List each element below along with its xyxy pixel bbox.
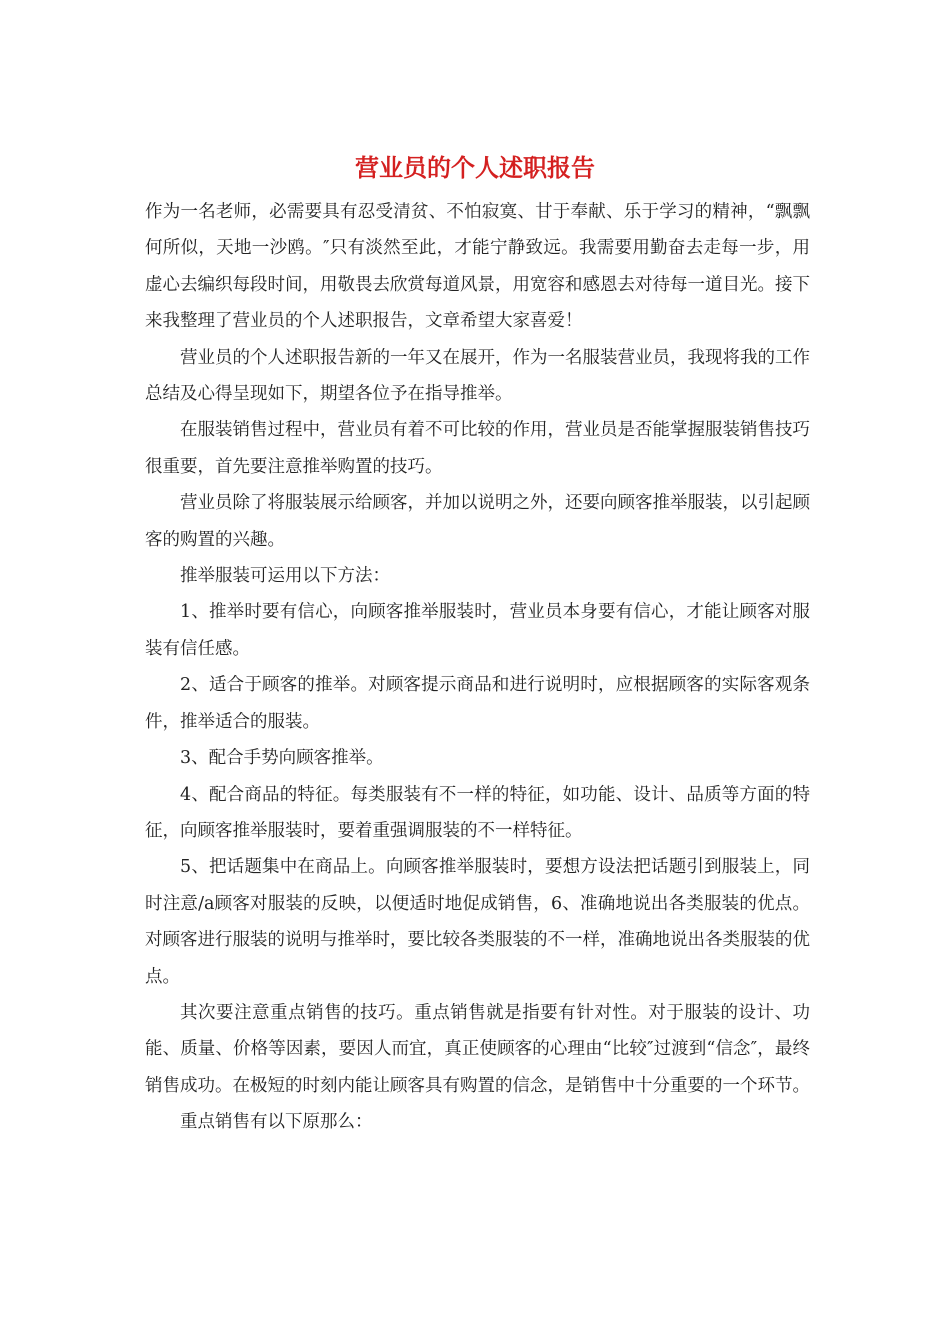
body-paragraph: 推举服装可运用以下方法： (180, 566, 390, 587)
list-paragraph: 4、配合商品的特征。每类服装有不一样的特征，如功能、设计、品质等方面的特征，向顾客推举服装时，要着重强调服装的不一样特征。 (145, 784, 810, 841)
body-paragraph: 重点销售有以下原那么： (180, 1112, 373, 1133)
body-paragraph: 在服装销售过程中，营业员有着不可比较的作用，营业员是否能掌握服装销售技巧很重要，首先要注意推举购置的技巧。 (145, 420, 810, 477)
document-body (145, 194, 810, 1141)
list-paragraph: 2、适合于顾客的推举。对顾客提示商品和进行说明时，应根据顾客的实际客观条件，推举适合的服装。 (145, 675, 810, 732)
list-paragraph: 3、配合手势向顾客推举。 (180, 748, 384, 769)
body-paragraph: 其次要注意重点销售的技巧。重点销售就是指要有针对性。对于服装的设计、功能、质量、价格等因素，要因人而宜，真正使顾客的心理由“比较″过渡到“信念″，最终销售成功。在极短的时刻内能让顾客具有购置的信念，是销售中十分重要的一个环节。 (145, 1002, 810, 1096)
list-paragraph: 1、推举时要有信心，向顾客推举服装时，营业员本身要有信心，才能让顾客对服装有信任感。 (145, 602, 810, 659)
body-paragraph: 营业员的个人述职报告新的一年又在展开，作为一名服装营业员，我现将我的工作总结及心得呈现如下，期望各位予在指导推举。 (145, 347, 810, 405)
list-paragraph: 5、把话题集中在商品上。向顾客推举服装时，要想方设法把话题引到服装上，同时注意/a顾客对服装的反映，以便适时地促成销售，6、准确地说出各类服装的优点。对顾客进行服装的说明与推举时，要比较各类服装的不一样，准确地说出各类服装的优点。 (145, 857, 810, 987)
body-paragraph: 营业员除了将服装展示给顾客，并加以说明之外，还要向顾客推举服装，以引起顾客的购置的兴趣。 (145, 493, 810, 550)
intro-paragraph: 作为一名老师，必需要具有忍受清贫、不怕寂寞、甘于奉献、乐于学习的精神，“飘飘何所似，天地一沙鸥。″只有淡然至此，才能宁静致远。我需要用勤奋去走每一步，用虚心去编织每段时间，用敬畏去欣赏每道风景，用宽容和感恩去对待每一道目光。接下来我整理了营业员的个人述职报告，文章希望大家喜爱！ (145, 202, 810, 332)
document-title: 营业员的个人述职报告 (355, 153, 595, 182)
